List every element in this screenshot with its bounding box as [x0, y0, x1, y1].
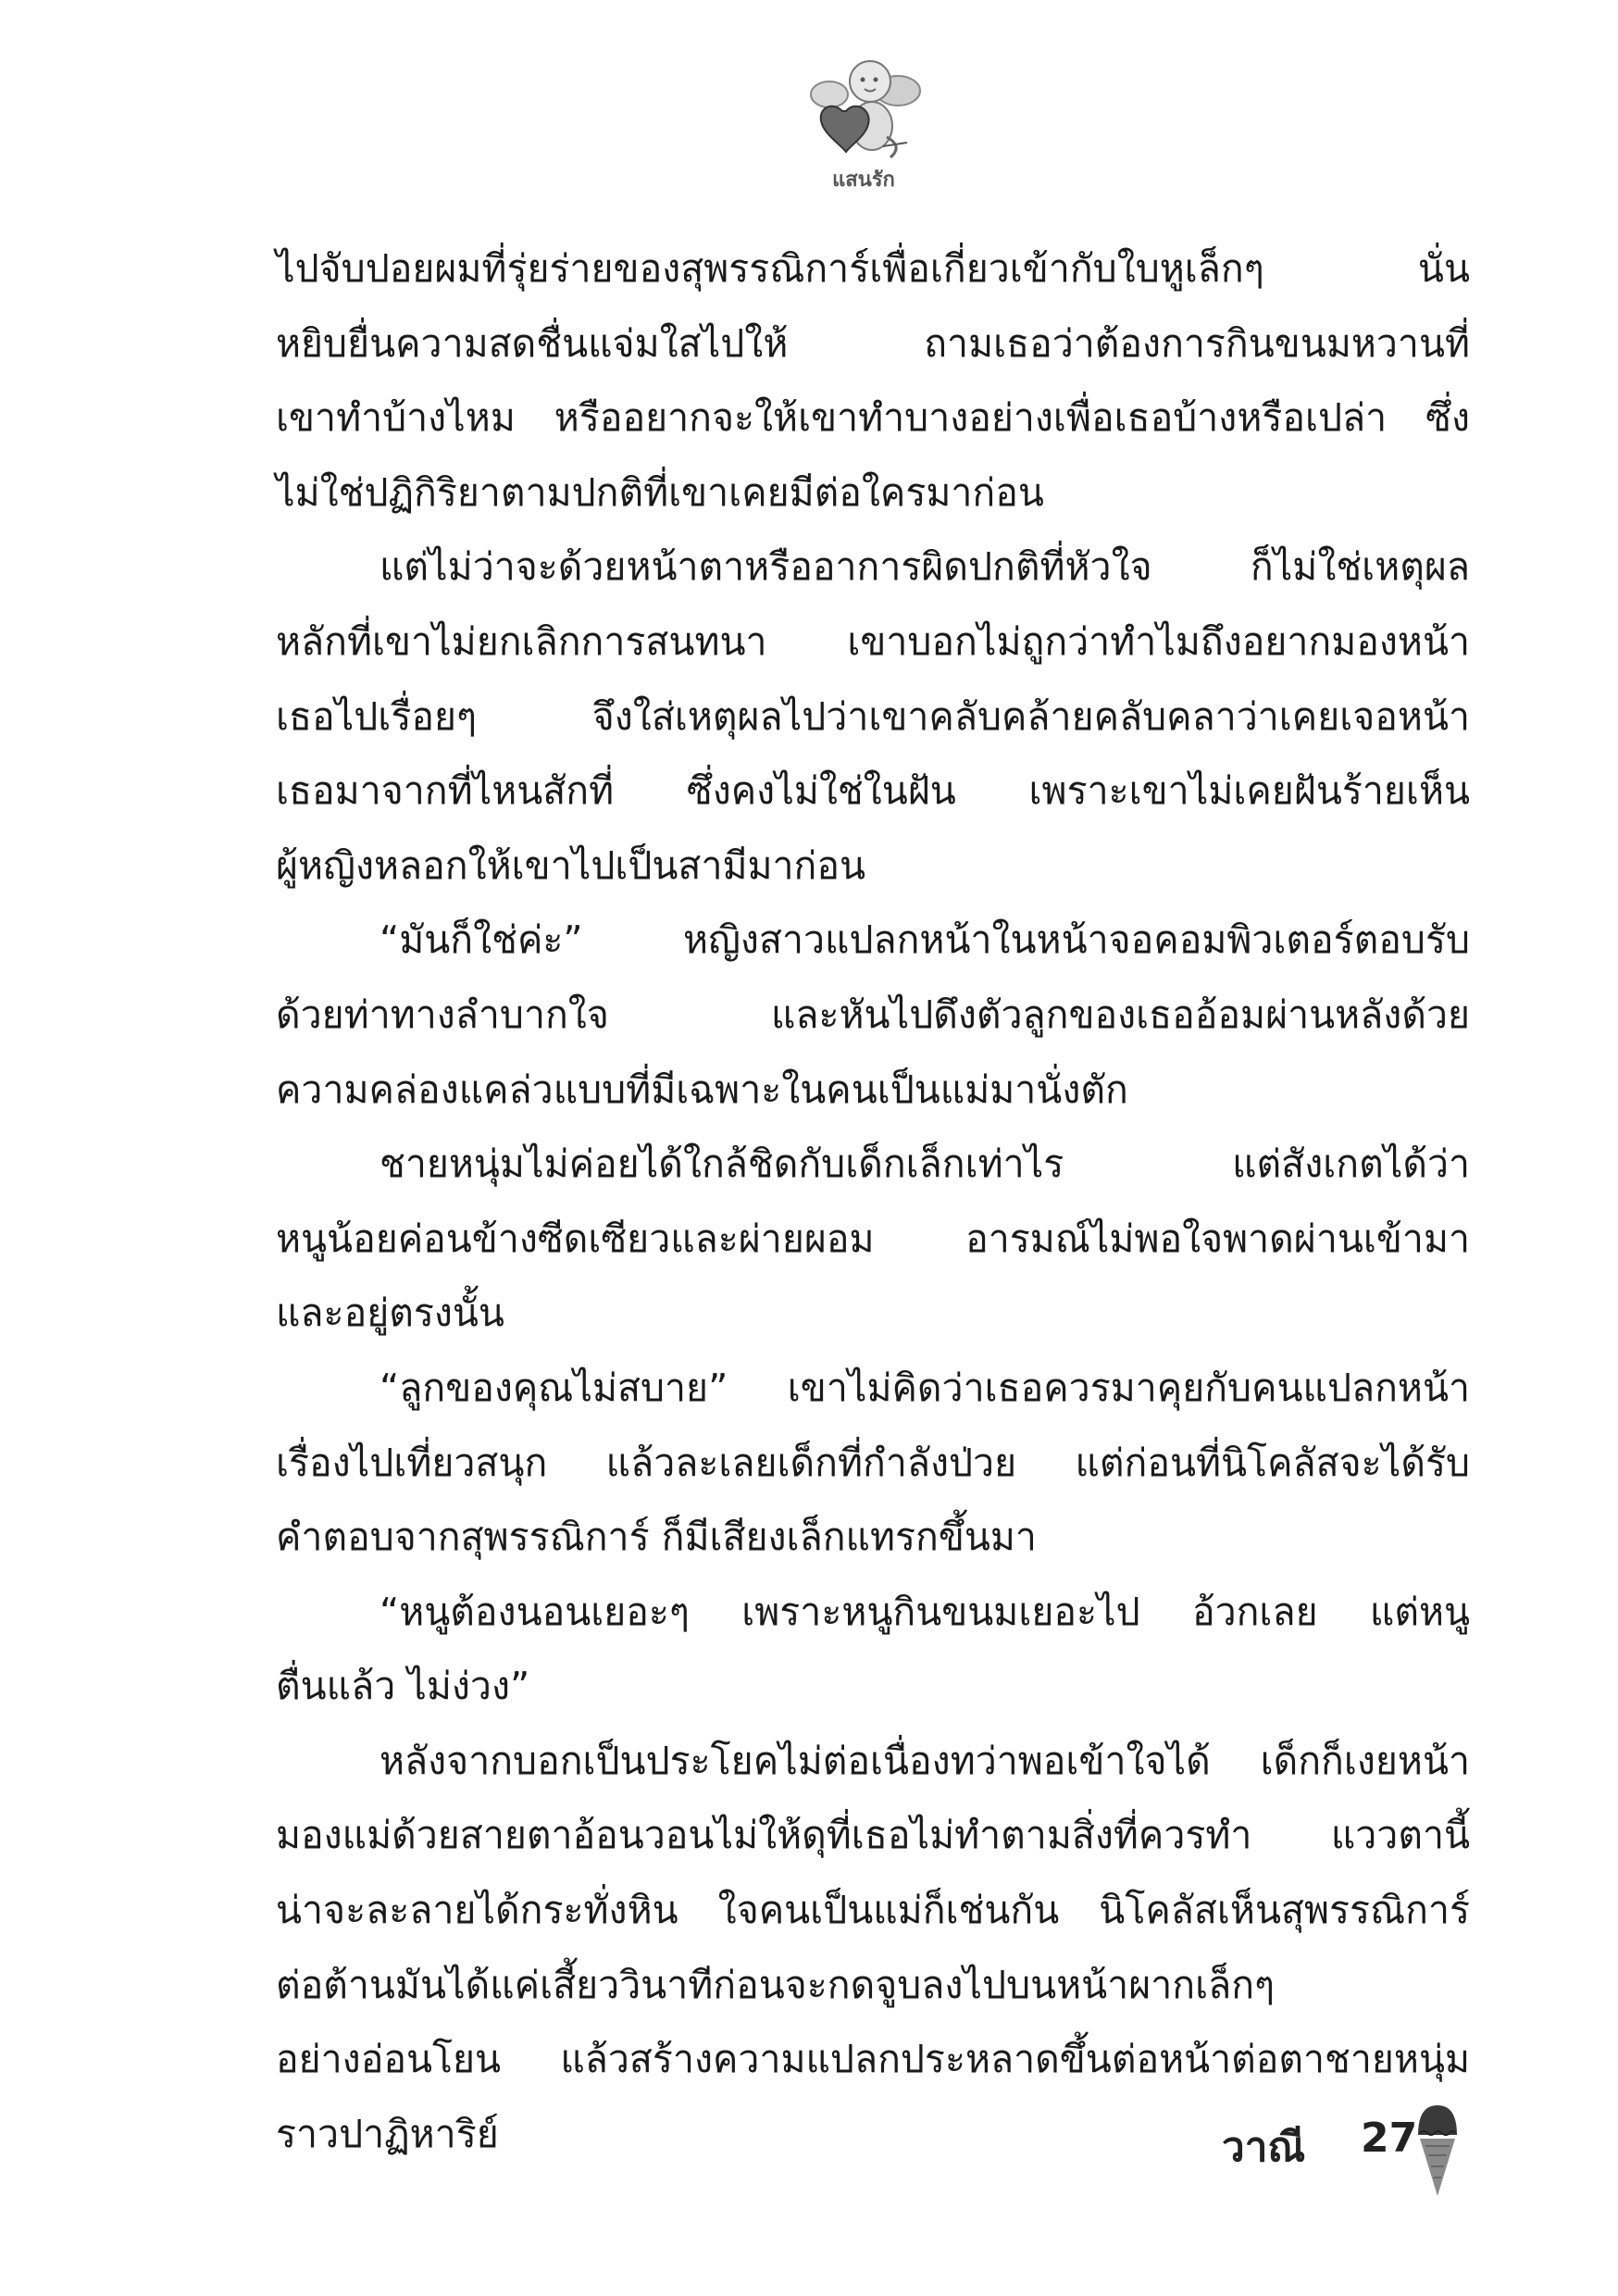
- text-line: ชายหนุ่มไม่ค่อยได้ใกล้ชิดกับเด็กเล็กเท่าไร แต่สังเกตได้ว่า: [380, 1142, 1470, 1187]
- text-line: ไม่ใช่ปฏิกิริยาตามปกติที่เขาเคยมีต่อใครมาก่อน: [276, 469, 1044, 515]
- logo-text: แสนรัก: [832, 168, 895, 192]
- text-line: คำตอบจากสุพรรณิการ์ ก็มีเสียงเล็กแทรกขึ้นมา: [276, 1515, 1037, 1560]
- text-line: “มันก็ใช่ค่ะ” หญิงสาวแปลกหน้าในหน้าจอคอมพิวเตอร์ตอบรับ: [380, 917, 1470, 963]
- text-line: น่าจะละลายได้กระทั่งหิน ใจคนเป็นแม่ก็เช่นกัน นิโคลัสเห็นสุพรรณิการ์: [276, 1888, 1470, 1933]
- text-line: ความคล่องแคล่วแบบที่มีเฉพาะในคนเป็นแม่มานั่งตัก: [276, 1067, 1128, 1112]
- text-line: เขาทำบ้างไหม หรืออยากจะให้เขาทำบางอย่างเพื่อเธอบ้างหรือเปล่า ซึ่ง: [276, 395, 1470, 441]
- text-line: แต่ไม่ว่าจะด้วยหน้าตาหรืออาการผิดปกติที่หัวใจ ก็ไม่ใช่เหตุผล: [380, 544, 1470, 590]
- footer-author: วาณี: [1222, 2124, 1306, 2171]
- text-line: ผู้หญิงหลอกให้เขาไปเป็นสามีมาก่อน: [276, 842, 866, 888]
- text-line: เธอมาจากที่ไหนสักที่ ซึ่งคงไม่ใช่ในฝัน เพราะเขาไม่เคยฝันร้ายเห็น: [276, 768, 1470, 814]
- text-line: หลังจากบอกเป็นประโยคไม่ต่อเนื่องทว่าพอเข้าใจได้ เด็กก็เงยหน้า: [380, 1738, 1470, 1783]
- text-line: “ลูกของคุณไม่สบาย” เขาไม่คิดว่าเธอควรมาคุยกับคนแปลกหน้า: [380, 1365, 1470, 1410]
- text-line: หนูน้อยค่อนข้างซีดเซียวและผ่ายผอม อารมณ์ไม่พอใจพาดผ่านเข้ามา: [276, 1216, 1470, 1261]
- text-line: ด้วยท่าทางลำบากใจ และหันไปดึงตัวลูกของเธออ้อมผ่านหลังด้วย: [276, 992, 1470, 1037]
- text-line: หยิบยื่นความสดชื่นแจ่มใสไปให้ ถามเธอว่าต้องการกินขนมหวานที่: [276, 320, 1470, 366]
- text-line: และอยู่ตรงนั้น: [276, 1291, 504, 1336]
- header-logo: [794, 54, 933, 192]
- text-line: ราวปาฏิหาริย์: [276, 2111, 499, 2156]
- text-line: ต่อต้านมันได้แค่เสี้ยววินาทีก่อนจะกดจูบลงไปบนหน้าผากเล็กๆ: [276, 1962, 1276, 2007]
- text-line: เรื่องไปเที่ยวสนุก แล้วละเลยเด็กที่กำลังป่วย แต่ก่อนที่นิโคลัสจะได้รับ: [276, 1440, 1470, 1485]
- text-line: “หนูต้องนอนเยอะๆ เพราะหนูกินขนมเยอะไป อ้วกเลย แต่หนู: [380, 1589, 1470, 1634]
- text-line: มองแม่ด้วยสายตาอ้อนวอนไม่ให้ดุที่เธอไม่ทำตามสิ่งที่ควรทำ แววตานี้: [276, 1813, 1470, 1858]
- page-footer: [1222, 2102, 1462, 2203]
- body-text: [276, 231, 1470, 2171]
- ice-cream-cone-icon: [1414, 2102, 1461, 2199]
- text-line: อย่างอ่อนโยน แล้วสร้างความแปลกประหลาดขึ้นต่อหน้าต่อตาชายหนุ่ม: [276, 2037, 1470, 2082]
- text-line: ตื่นแล้ว ไม่ง่วง”: [276, 1664, 530, 1709]
- text-line: หลักที่เขาไม่ยกเลิกการสนทนา เขาบอกไม่ถูกว่าทำไมถึงอยากมองหน้า: [276, 618, 1470, 664]
- text-line: เธอไปเรื่อยๆ จึงใส่เหตุผลไปว่าเขาคลับคล้ายคลับคลาว่าเคยเจอหน้า: [276, 693, 1470, 739]
- page-number: 27: [1361, 2115, 1418, 2162]
- text-line: ไปจับปอยผมที่รุ่ยร่ายของสุพรรณิการ์เพื่อเกี่ยวเข้ากับใบหูเล็กๆ นั่น: [276, 246, 1470, 291]
